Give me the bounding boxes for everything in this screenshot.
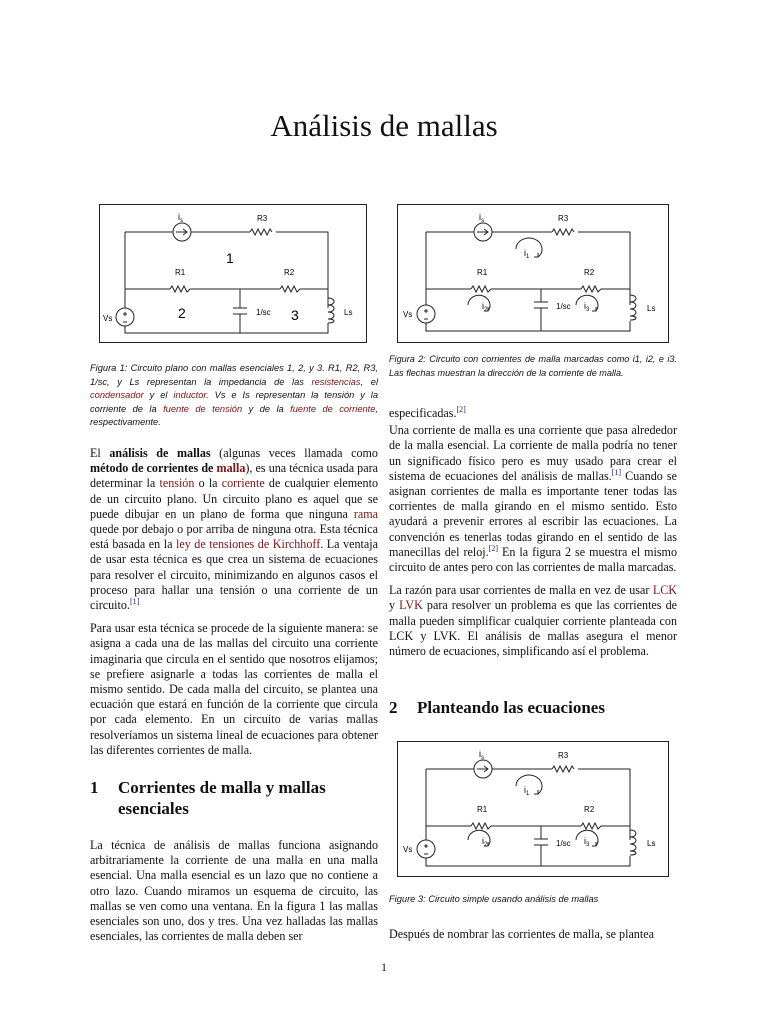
vs-label: Vs bbox=[403, 310, 413, 319]
figure-1 bbox=[99, 204, 367, 343]
i3-label: $i_3$ bbox=[584, 836, 590, 848]
cap-label: 1/sc bbox=[256, 308, 271, 317]
page-number: 1 bbox=[381, 960, 387, 974]
figure-3-caption: Figure 3: Circuito simple usando análisis de mallas bbox=[389, 894, 599, 904]
is-label: $i_s$ bbox=[479, 749, 484, 761]
figure-2-caption: Figura 2: Circuito con corrientes de malla marcadas como i1, i2, e i3. Las flechas muestran la dirección de la corriente de malla. bbox=[389, 354, 677, 378]
link-lvk[interactable]: LVK bbox=[399, 598, 423, 613]
link-tension[interactable]: tensión bbox=[159, 476, 195, 491]
r2-label: R2 bbox=[284, 268, 295, 277]
r3-label: R3 bbox=[257, 214, 268, 223]
r1-label: R1 bbox=[477, 805, 488, 814]
i2-label: $i_2$ bbox=[482, 301, 488, 313]
r3-label: R3 bbox=[558, 214, 569, 223]
r1-label: R1 bbox=[175, 268, 186, 277]
figure-1-caption: Figura 1: Circuito plano con mallas esenciales 1, 2, y 3. R1, R2, R3, 1/sc, y Ls representan la impedancia de las resistencias, el condensador y el inductor. Vs e Is representan la tensión y la corriente de la fuente de tensión y de la fuente de corriente, respectivamente. bbox=[90, 363, 379, 428]
link-rama[interactable]: rama bbox=[353, 506, 378, 521]
is-label: $i_s$ bbox=[479, 212, 484, 224]
link-corriente[interactable]: corriente bbox=[221, 476, 265, 491]
ref-2b[interactable]: [2] bbox=[488, 543, 498, 553]
r1-label: R1 bbox=[477, 268, 488, 277]
left-column bbox=[90, 446, 378, 758]
ref-2[interactable]: [2] bbox=[456, 404, 466, 414]
circuit-diagram-2 bbox=[398, 205, 668, 342]
continued-paragraph: especificadas.[2] bbox=[389, 404, 466, 420]
is-label: $i_s$ bbox=[178, 212, 183, 224]
intro-paragraph: El análisis de mallas (algunas veces llamada como método de corrientes de malla), es una técnica usada para determinar la tensión o la corriente de cualquier elemento de un circuito plano. Un circuito plano es aquel que se puede dibujar en un plano de forma que ninguna rama quede por debajo o por arriba de ninguna otra. Esta técnica está basada en la ley de tensiones de Kirchhoff. La ventaja de usar esta técnica es que crea un sistema de ecuaciones para resolver el circuito, minimizando en algunos casos el proceso para hallar una tensión o una corriente de un circuito.[1] bbox=[90, 446, 378, 613]
mesh-3-label: 3 bbox=[291, 307, 299, 323]
link-lck[interactable]: LCK bbox=[652, 583, 677, 598]
link-fuente-corriente[interactable]: fuente de corriente bbox=[290, 403, 376, 414]
r3-label: R3 bbox=[558, 751, 569, 760]
circuit-diagram-1 bbox=[100, 205, 366, 342]
mesh-2-label: 2 bbox=[178, 305, 186, 321]
cap-label: 1/sc bbox=[556, 839, 571, 848]
ref-1[interactable]: [1] bbox=[129, 597, 140, 606]
page-title: Análisis de mallas bbox=[270, 108, 498, 143]
i2-label: $i_2$ bbox=[482, 836, 488, 848]
ls-label: Ls bbox=[647, 839, 656, 848]
right-column bbox=[389, 406, 677, 659]
link-malla[interactable]: malla bbox=[216, 461, 246, 476]
method-paragraph: Para usar esta técnica se procede de la siguiente manera: se asigna a cada una de las mallas del circuito una corriente imaginaria que circula en el sentido que nosotros elijamos; se prefiere asignarle a todas las corrientes de malla el mismo sentido. De cada malla del circuito, se plantea una ecuación que estará en función de la corriente que circula por cada elemento. En un circuito de varias mallas resolveríamos un sistema lineal de ecuaciones para obtener las diferentes corrientes de malla. bbox=[90, 621, 378, 757]
reason-paragraph: La razón para usar corrientes de malla en vez de usar LCK y LVK para resolver un problema es que las corrientes de malla pueden simplificar cualquier corriente planteada con LCK y LVK. El análisis de mallas asegura el menor número de ecuaciones, simplificando así el problema. bbox=[389, 583, 677, 659]
section-1-body bbox=[90, 838, 378, 944]
section-2-heading: 2 Planteando las ecuaciones bbox=[389, 698, 605, 717]
essential-mesh-paragraph: La técnica de análisis de mallas funciona asignando arbitrariamente la corriente de una malla en una malla esencial. Una malla esencial es un lazo que no contiene a otro lazo. Cuando miramos un esquema de circuito, las mallas se ven como una ventana. En la figura 1 las mallas esenciales son uno, dos y tres. Una vez halladas las mallas esenciales, las corrientes de malla deben ser bbox=[90, 838, 378, 944]
i1-label: $i_1$ bbox=[524, 248, 530, 260]
circuit-diagram-3 bbox=[398, 742, 668, 876]
vs-label: Vs bbox=[103, 314, 113, 323]
link-fuente-tension[interactable]: fuente de tensión bbox=[163, 403, 243, 414]
mesh-current-paragraph: Una corriente de malla es una corriente que pasa alrededor de la malla esencial. La corriente de malla podría no tener un significado físico pero es muy usado para crear el sistema de ecuaciones del análisis de mallas.[1] Cuando se asignan corrientes de malla es importante tener todas las corrientes de malla girando en el mismo sentido. Esto ayudará a prevenir errores al escribir las ecuaciones. La convención es tenerlas todas girando en el sentido de las manecillas del reloj.[2] En la figura 2 se muestra el mismo circuito de antes pero con las corrientes de malla marcadas. bbox=[389, 423, 678, 575]
vs-label: Vs bbox=[403, 845, 413, 854]
link-inductor[interactable]: inductor bbox=[173, 390, 207, 401]
mesh-1-label: 1 bbox=[226, 250, 234, 266]
cap-label: 1/sc bbox=[556, 302, 571, 311]
section-2-body bbox=[389, 927, 677, 942]
i3-label: $i_3$ bbox=[584, 301, 590, 313]
link-condensador[interactable]: condensador bbox=[90, 390, 144, 401]
figure-3 bbox=[397, 741, 669, 877]
section-1-heading: 1 Corrientes de malla y mallas esenciales bbox=[90, 778, 326, 818]
ls-label: Ls bbox=[344, 308, 353, 317]
link-kirchhoff[interactable]: ley de tensiones de Kirchhoff bbox=[176, 537, 321, 552]
ls-label: Ls bbox=[647, 304, 656, 313]
ref-1b[interactable]: [1] bbox=[611, 467, 622, 477]
figure-2 bbox=[397, 204, 669, 343]
r2-label: R2 bbox=[584, 268, 595, 277]
i1-label: $i_1$ bbox=[524, 785, 530, 797]
link-resistencias[interactable]: resistencias bbox=[311, 376, 361, 387]
equations-paragraph: Después de nombrar las corrientes de malla, se plantea bbox=[389, 927, 654, 941]
r2-label: R2 bbox=[584, 805, 595, 814]
